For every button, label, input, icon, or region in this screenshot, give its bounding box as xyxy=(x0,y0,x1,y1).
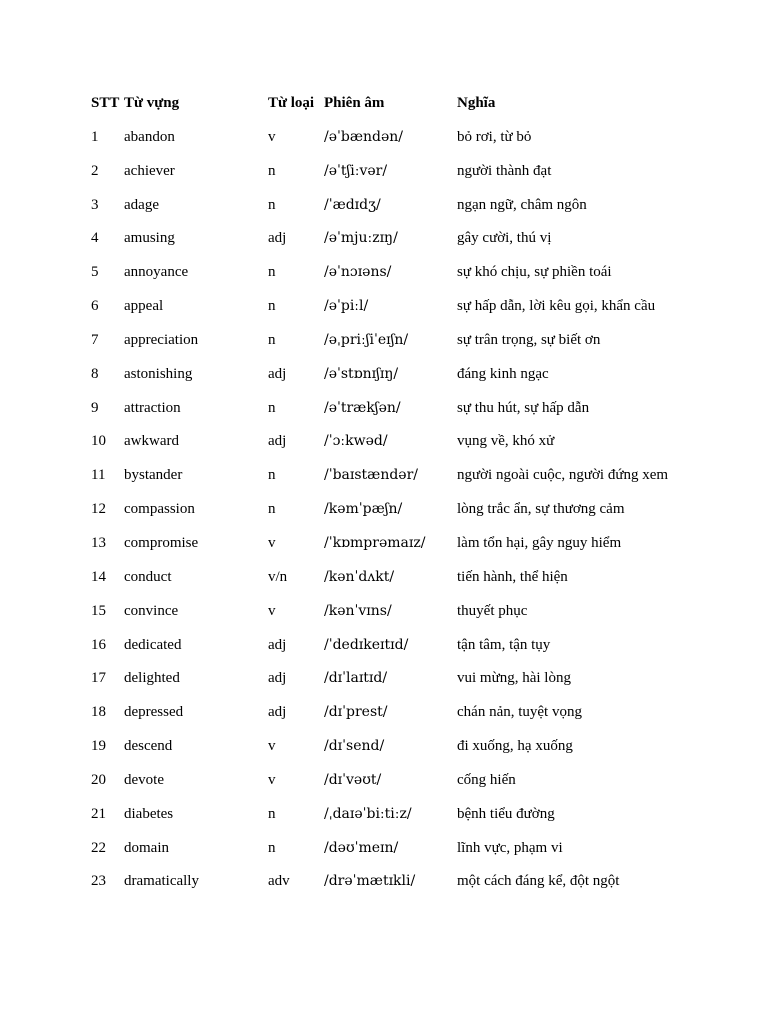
phonetic: /dɪˈsend/ xyxy=(324,738,385,755)
vocab-word: convince xyxy=(124,602,179,619)
vocab-word: bystander xyxy=(124,467,183,484)
part-of-speech: adj xyxy=(268,636,287,653)
phonetic: /əˈstɒnɪʃɪŋ/ xyxy=(324,365,399,382)
meaning: sự khó chịu, sự phiền toái xyxy=(457,264,612,281)
table-row xyxy=(0,668,768,702)
meaning: tận tâm, tận tụy xyxy=(457,636,551,653)
part-of-speech: n xyxy=(268,162,276,179)
table-row xyxy=(0,871,768,905)
header-word: Từ vựng xyxy=(124,95,180,111)
meaning: đáng kinh ngạc xyxy=(457,365,549,382)
phonetic: /kəmˈpæʃn/ xyxy=(324,501,403,518)
table-row xyxy=(0,431,768,465)
phonetic: /ˌdaɪəˈbiːtiːz/ xyxy=(324,805,412,822)
table-row xyxy=(0,195,768,229)
meaning: cống hiến xyxy=(457,771,516,788)
table-row xyxy=(0,127,768,161)
vocab-word: compassion xyxy=(124,501,195,518)
phonetic: /əˈnɔɪəns/ xyxy=(324,264,392,281)
meaning: vụng về, khó xử xyxy=(457,433,555,450)
part-of-speech: v xyxy=(268,128,276,145)
meaning: ngạn ngữ, châm ngôn xyxy=(457,196,587,213)
phonetic: /əˌpriːʃiˈeɪʃn/ xyxy=(324,331,409,348)
part-of-speech: n xyxy=(268,298,276,315)
vocab-word: adage xyxy=(124,196,159,213)
table-row xyxy=(0,804,768,838)
part-of-speech: v xyxy=(268,602,276,619)
vocab-word: compromise xyxy=(124,534,199,551)
vocab-word: descend xyxy=(124,738,173,755)
vocab-word: appeal xyxy=(124,298,164,315)
row-number: 4 xyxy=(91,230,99,247)
row-number: 13 xyxy=(91,534,106,551)
table-row xyxy=(0,296,768,330)
vocab-word: conduct xyxy=(124,568,172,585)
table-row xyxy=(0,398,768,432)
phonetic: /ˈdedɪkeɪtɪd/ xyxy=(324,636,409,653)
vocab-word: appreciation xyxy=(124,331,199,348)
row-number: 16 xyxy=(91,636,106,653)
vocab-word: diabetes xyxy=(124,805,174,822)
table-row xyxy=(0,262,768,296)
table-row xyxy=(0,465,768,499)
part-of-speech: adj xyxy=(268,704,287,721)
part-of-speech: v/n xyxy=(268,568,288,585)
table-row xyxy=(0,330,768,364)
phonetic: /əˈpiːl/ xyxy=(324,298,369,315)
phonetic: /kənˈvɪns/ xyxy=(324,602,392,619)
phonetic: /dɪˈlaɪtɪd/ xyxy=(324,670,388,687)
row-number: 19 xyxy=(91,738,106,755)
meaning: bệnh tiểu đường xyxy=(457,805,555,822)
phonetic: /əˈbændən/ xyxy=(324,128,403,145)
row-number: 3 xyxy=(91,196,99,213)
vocab-word: delighted xyxy=(124,670,180,687)
meaning: gây cười, thú vị xyxy=(457,230,552,247)
phonetic: /kənˈdʌkt/ xyxy=(324,568,395,585)
table-row xyxy=(0,635,768,669)
meaning: vui mừng, hài lòng xyxy=(457,670,571,687)
vocab-word: awkward xyxy=(124,433,179,450)
part-of-speech: adj xyxy=(268,433,287,450)
row-number: 14 xyxy=(91,568,106,585)
row-number: 22 xyxy=(91,839,106,856)
row-number: 1 xyxy=(91,128,99,145)
header-ipa: Phiên âm xyxy=(324,95,385,111)
row-number: 9 xyxy=(91,399,99,416)
vocab-word: dramatically xyxy=(124,873,199,890)
phonetic: /ˈædɪdʒ/ xyxy=(324,196,381,213)
meaning: làm tổn hại, gây nguy hiểm xyxy=(457,534,622,551)
table-row xyxy=(0,499,768,533)
vocab-word: astonishing xyxy=(124,365,193,382)
row-number: 23 xyxy=(91,873,106,890)
part-of-speech: v xyxy=(268,738,276,755)
phonetic: /dɪˈvəʊt/ xyxy=(324,771,382,788)
header-stt: STT xyxy=(91,95,120,111)
phonetic: /ˈɔːkwəd/ xyxy=(324,433,388,450)
table-row xyxy=(0,838,768,872)
meaning: lĩnh vực, phạm vi xyxy=(457,839,563,856)
meaning: chán nản, tuyệt vọng xyxy=(457,704,582,721)
meaning: lòng trắc ẩn, sự thương cảm xyxy=(457,501,625,518)
row-number: 8 xyxy=(91,365,99,382)
row-number: 6 xyxy=(91,298,99,315)
row-number: 21 xyxy=(91,805,106,822)
table-row xyxy=(0,161,768,195)
part-of-speech: adj xyxy=(268,670,287,687)
phonetic: /dəʊˈmeɪn/ xyxy=(324,839,399,856)
meaning: thuyết phục xyxy=(457,602,528,619)
part-of-speech: n xyxy=(268,264,276,281)
table-header-row xyxy=(0,93,768,127)
vocab-word: depressed xyxy=(124,704,184,721)
part-of-speech: v xyxy=(268,534,276,551)
vocab-word: amusing xyxy=(124,230,175,247)
table-row xyxy=(0,364,768,398)
part-of-speech: adv xyxy=(268,873,290,890)
header-meaning: Nghĩa xyxy=(457,95,496,111)
row-number: 11 xyxy=(91,467,106,484)
table-row xyxy=(0,228,768,262)
table-row xyxy=(0,770,768,804)
part-of-speech: v xyxy=(268,771,276,788)
meaning: một cách đáng kể, đột ngột xyxy=(457,873,620,890)
table-row xyxy=(0,533,768,567)
row-number: 15 xyxy=(91,602,106,619)
table-row xyxy=(0,601,768,635)
phonetic: /ˈbaɪstændər/ xyxy=(324,467,418,484)
phonetic: /əˈtʃiːvər/ xyxy=(324,162,388,179)
table-row xyxy=(0,736,768,770)
part-of-speech: adj xyxy=(268,230,287,247)
meaning: đi xuống, hạ xuống xyxy=(457,738,573,755)
part-of-speech: n xyxy=(268,501,276,518)
part-of-speech: n xyxy=(268,331,276,348)
meaning: người thành đạt xyxy=(457,162,552,179)
row-number: 10 xyxy=(91,433,106,450)
vocab-word: achiever xyxy=(124,162,175,179)
meaning: sự thu hút, sự hấp dẫn xyxy=(457,399,590,416)
part-of-speech: n xyxy=(268,839,276,856)
row-number: 7 xyxy=(91,331,99,348)
meaning: sự hấp dẫn, lời kêu gọi, khẩn cầu xyxy=(457,298,656,315)
table-row xyxy=(0,702,768,736)
vocabulary-table xyxy=(0,93,768,905)
row-number: 18 xyxy=(91,704,106,721)
vocab-word: annoyance xyxy=(124,264,189,281)
part-of-speech: n xyxy=(268,196,276,213)
meaning: người ngoài cuộc, người đứng xem xyxy=(457,467,669,484)
part-of-speech: adj xyxy=(268,365,287,382)
phonetic: /dɪˈprest/ xyxy=(324,704,388,721)
row-number: 5 xyxy=(91,264,99,281)
row-number: 2 xyxy=(91,162,99,179)
row-number: 12 xyxy=(91,501,106,518)
meaning: sự trân trọng, sự biết ơn xyxy=(457,331,601,348)
table-row xyxy=(0,567,768,601)
vocab-word: attraction xyxy=(124,399,181,416)
phonetic: /əˈtrækʃən/ xyxy=(324,399,401,416)
header-pos: Từ loại xyxy=(268,95,315,111)
vocab-word: abandon xyxy=(124,128,175,145)
row-number: 20 xyxy=(91,771,106,788)
phonetic: /əˈmjuːzɪŋ/ xyxy=(324,230,398,247)
phonetic: /drəˈmætɪkli/ xyxy=(324,873,416,890)
phonetic: /ˈkɒmprəmaɪz/ xyxy=(324,534,426,551)
part-of-speech: n xyxy=(268,399,276,416)
meaning: tiến hành, thể hiện xyxy=(457,568,568,585)
part-of-speech: n xyxy=(268,467,276,484)
vocab-word: dedicated xyxy=(124,636,182,653)
vocab-word: devote xyxy=(124,771,164,788)
vocab-word: domain xyxy=(124,839,169,856)
row-number: 17 xyxy=(91,670,106,687)
meaning: bỏ rơi, từ bỏ xyxy=(457,128,532,145)
part-of-speech: n xyxy=(268,805,276,822)
